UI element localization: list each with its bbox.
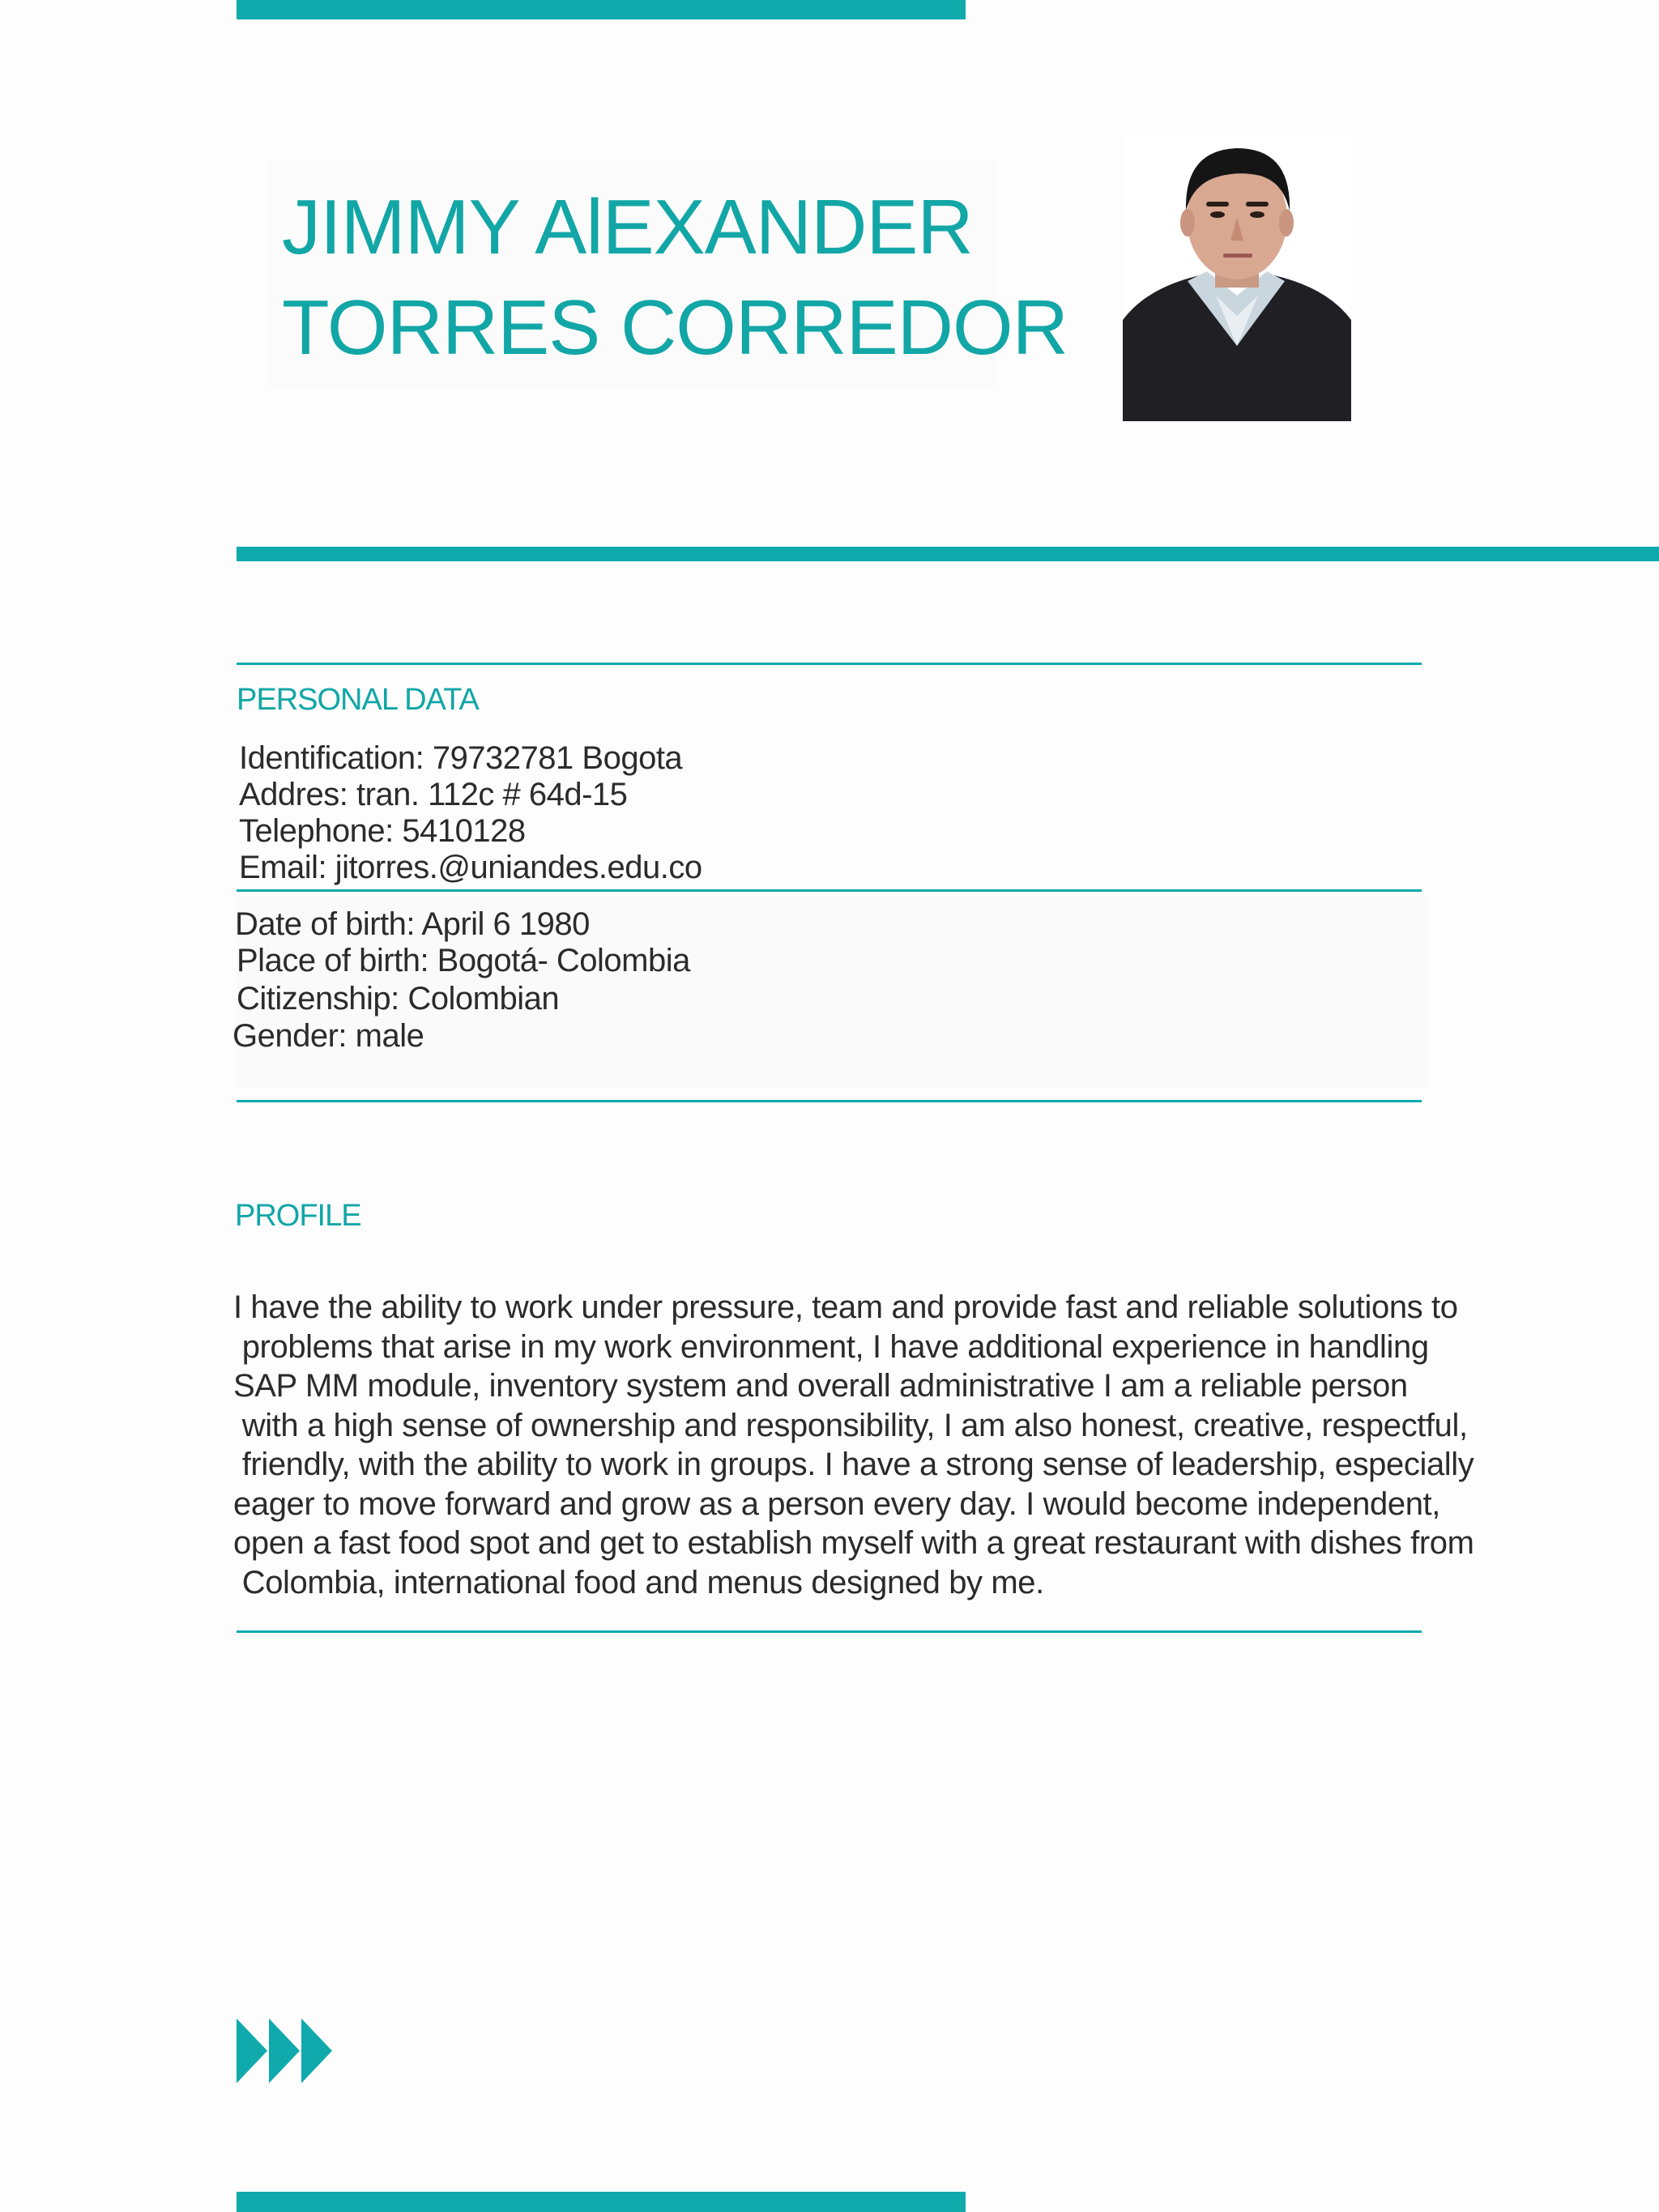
profile-line: Colombia, international food and menus designed by me. — [233, 1564, 1044, 1600]
gender-line: Gender: male — [232, 1018, 424, 1054]
profile-line: problems that arise in my work environment, I have additional experience in handling — [233, 1328, 1429, 1365]
portrait-illustration — [1123, 134, 1351, 421]
profile-line: friendly, with the ability to work in groups. I have a strong sense of leadership, especially — [233, 1447, 1474, 1482]
date-of-birth-line: Date of birth: April 6 1980 — [235, 906, 590, 942]
profile-line: eager to move forward and grow as a person every day. I would become independent, — [233, 1485, 1440, 1522]
divider — [237, 1100, 1422, 1102]
profile-line: SAP MM module, inventory system and overall administrative I am a reliable person — [233, 1368, 1408, 1404]
address-line: Addres: tran. 112c # 64d-15 — [239, 777, 628, 812]
profile-line: with a high sense of ownership and responsibility, I am also honest, creative, respectful, — [233, 1407, 1468, 1443]
place-of-birth-line: Place of birth: Bogotá- Colombia — [237, 943, 690, 978]
divider — [237, 1630, 1422, 1633]
divider — [237, 889, 1422, 892]
profile-paragraph — [233, 1288, 1474, 1602]
identification-line: Identification: 79732781 Bogota — [239, 740, 683, 776]
profile-line: I have the ability to work under pressure, team and provide fast and reliable solutions to — [233, 1289, 1458, 1325]
profile-line: open a fast food spot and get to establish myself with a great restaurant with dishes from — [233, 1525, 1474, 1561]
telephone-line: Telephone: 5410128 — [239, 813, 526, 849]
portrait-photo — [1123, 134, 1351, 421]
top-accent-bar — [237, 0, 966, 19]
name-line-2: TORRES CORREDOR — [282, 284, 1068, 371]
citizenship-line: Citizenship: Colombian — [237, 981, 560, 1016]
triple-arrow-icon — [237, 2018, 338, 2083]
name-line-1: JIMMY AlEXANDER — [282, 184, 973, 271]
personal-data-title: PERSONAL DATA — [237, 683, 479, 717]
middle-accent-bar — [237, 547, 1659, 561]
email-line: Email: jitorres.@uniandes.edu.co — [239, 850, 702, 885]
divider — [237, 663, 1422, 665]
bottom-accent-bar — [237, 2192, 966, 2212]
profile-title: PROFILE — [235, 1199, 361, 1233]
